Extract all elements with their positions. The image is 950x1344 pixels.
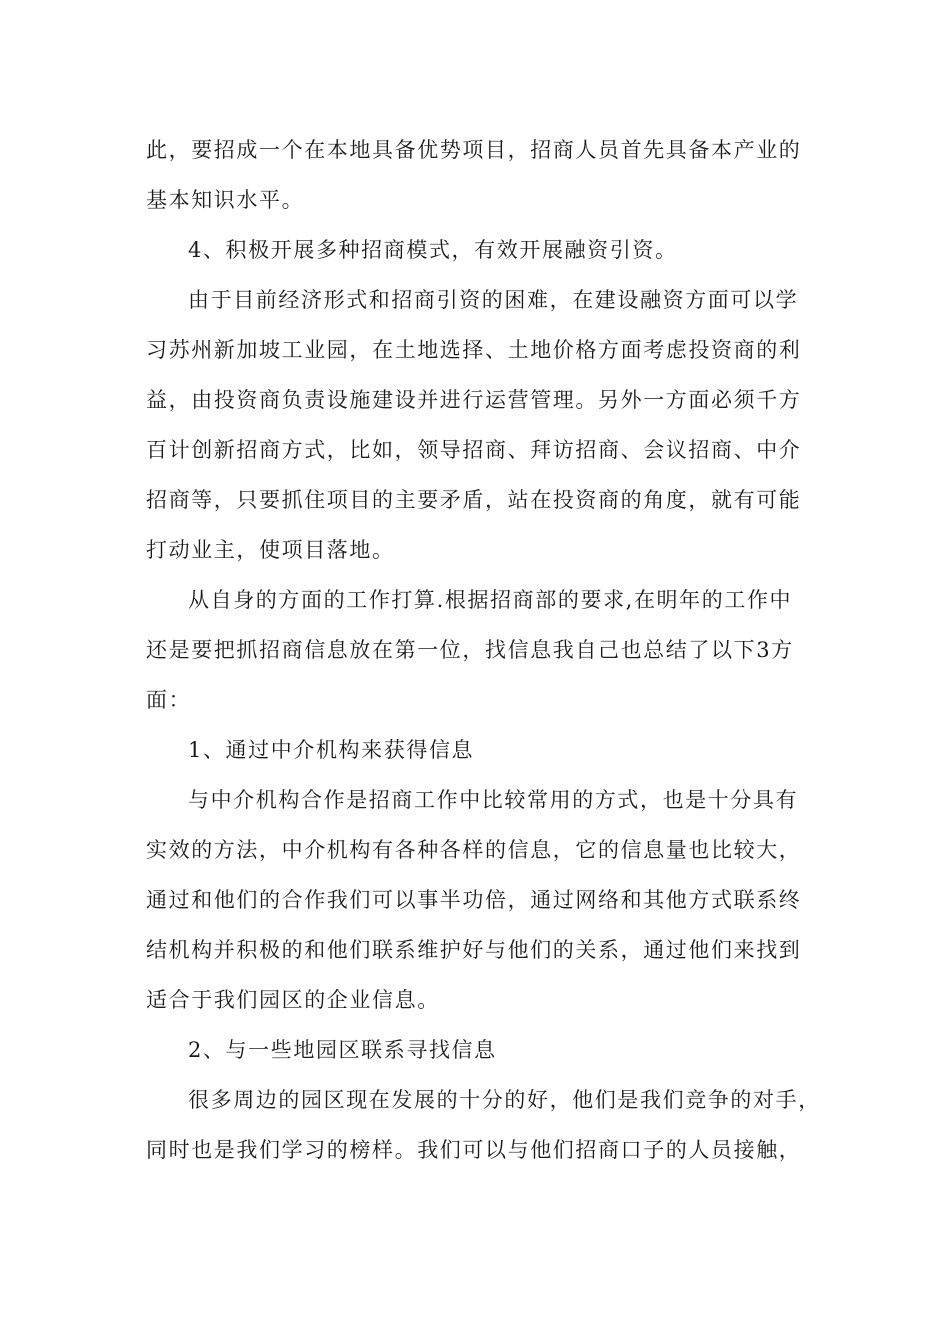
- text-line: 打动业主，使项目落地。: [146, 538, 395, 562]
- numbered-heading: 2、与一些地园区联系寻找信息: [188, 1038, 497, 1062]
- text-line: 同时也是我们学习的榜样。我们可以与他们招商口子的人员接触，: [146, 1138, 802, 1162]
- text-line: 很多周边的园区现在发展的十分的好，他们是我们竞争的对手，: [188, 1088, 821, 1112]
- text-line: 通过和他们的合作我们可以事半功倍，通过网络和其他方式联系终: [146, 888, 802, 912]
- text-line: 招商等，只要抓住项目的主要矛盾，站在投资商的角度，就有可能: [146, 488, 802, 512]
- text-line: 面：: [146, 688, 192, 712]
- text-line: 适合于我们园区的企业信息。: [146, 988, 440, 1012]
- text-line: 还是要把抓招商信息放在第一位，找信息我自己也总结了以下3方: [146, 638, 794, 662]
- text-line: 由于目前经济形式和招商引资的困难，在建设融资方面可以学: [188, 288, 799, 312]
- text-line: 从自身的方面的工作打算.根据招商部的要求,在明年的工作中: [188, 588, 793, 612]
- text-line: 此，要招成一个在本地具备优势项目，招商人员首先具备本产业的: [146, 138, 802, 162]
- text-line: 基本知识水平。: [146, 188, 305, 212]
- text-line: 益，由投资商负责设施建设并进行运营管理。另外一方面必须千方: [146, 388, 802, 412]
- numbered-heading: 1、通过中介机构来获得信息: [188, 738, 475, 762]
- text-line: 与中介机构合作是招商工作中比较常用的方式，也是十分具有: [188, 788, 799, 812]
- text-line: 习苏州新加坡工业园，在土地选择、土地价格方面考虑投资商的利: [146, 338, 802, 362]
- text-line: 实效的方法，中介机构有各种各样的信息，它的信息量也比较大，: [146, 838, 802, 862]
- text-line: 百计创新招商方式，比如，领导招商、拜访招商、会议招商、中介: [146, 438, 802, 462]
- numbered-heading: 4、积极开展多种招商模式，有效开展融资引资。: [188, 238, 678, 262]
- text-line: 结机构并积极的和他们联系维护好与他们的关系，通过他们来找到: [146, 938, 802, 962]
